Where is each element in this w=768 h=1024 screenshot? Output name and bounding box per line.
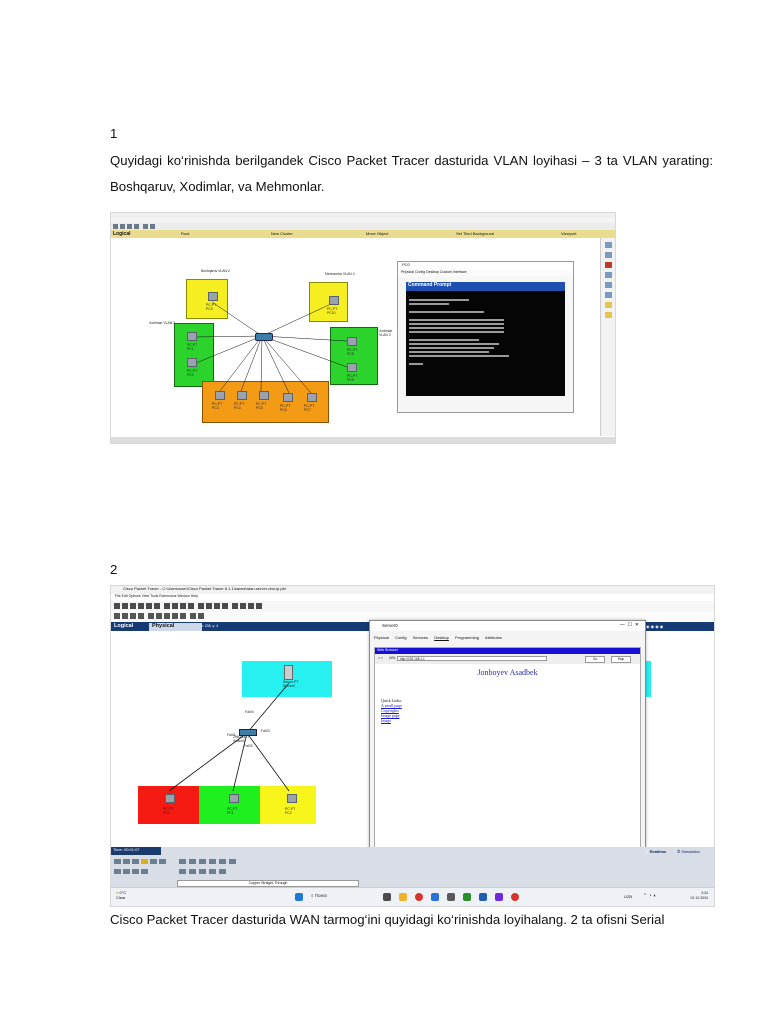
tab-programming[interactable]: Programming [455,635,480,640]
inspect-icon[interactable] [122,613,128,619]
stop-button[interactable]: Stop [611,656,631,663]
web-browser-title: Web Browser [375,648,640,654]
wan-screenshot [110,585,715,907]
pc6-icon[interactable] [283,393,293,402]
logical-canvas[interactable] [111,631,371,847]
save-icon[interactable] [130,603,136,609]
resize-icon[interactable] [138,613,144,619]
cable-type-label: Copper Straight-Through [177,880,359,887]
window-title: Cisco Packet Tracer - C:\Users\user\Cisco Packet Tracer 8.1.1\saves\wlan-server-dns-ip.pkt [111,586,714,594]
section-1-text: Quyidagi ko‘rinishda berilgandek Cisco Packet Tracer dasturida VLAN loyihasi – 3 ta VLAN yarating: Boshqaruv, Xodimlar, va Mehmonlar. [110,153,713,194]
delete-icon[interactable] [130,613,136,619]
viewport-label[interactable]: Viewport [561,231,577,236]
security-category-icon[interactable] [114,869,121,874]
command-prompt-output[interactable] [406,291,565,396]
new-cluster-label[interactable]: New Cluster [271,231,293,236]
pc0-label: PC-PT PC0 [163,807,174,815]
device-4-icon[interactable] [209,859,216,864]
tab-logical[interactable]: Logical [114,623,134,629]
switch-label: 2960-24TT Switch0 [233,735,250,743]
pc2-label: PC-PT PC2 [187,369,198,377]
pc0-window-tabs[interactable]: Physical Config Desktop Custom Interface [398,270,573,277]
boshqaruv-zone-label: Boshqaruv VLAN 2 [201,269,230,273]
pc8-icon[interactable] [347,337,357,346]
pc9-icon[interactable] [347,363,357,372]
device-2-icon[interactable] [189,859,196,864]
pc9-label: PC-PT PC9 [347,374,358,382]
switch-icon[interactable] [255,333,273,341]
python-icon[interactable] [248,603,254,609]
pc1-label: PC-PT PC1 [227,807,238,815]
line-icon[interactable] [156,613,162,619]
realtime-button[interactable]: ◷ Realtime [645,849,667,854]
windows-taskbar [111,887,714,907]
device-10-icon[interactable] [209,869,216,874]
weather-widget[interactable] [116,890,126,900]
move-object-label[interactable]: Move Object [366,231,389,236]
server0-window-title: Server0 [370,621,645,631]
wan-category-icon[interactable] [123,869,130,874]
app-icon-2[interactable] [463,893,471,901]
end-device-category-icon[interactable] [150,859,157,864]
windows-start-icon[interactable] [295,893,303,901]
port-fa01: Fa0/1 [227,733,236,737]
canvas-right-area [644,631,714,847]
task-view-icon[interactable] [383,893,391,901]
pc1-icon[interactable] [229,794,239,803]
server-tabs[interactable] [374,635,507,640]
sun-icon: ● [116,890,119,895]
rectangle-icon[interactable] [164,613,170,619]
resize-tool-icon[interactable] [605,272,612,278]
port-fa03: Fa0/3 [261,729,270,733]
delete-tool-icon[interactable] [605,262,612,268]
complex-pdu-icon[interactable] [605,312,612,318]
url-input[interactable]: http://192.168.1.1 [397,656,547,661]
app-icon-5[interactable] [511,893,519,901]
port-fa04: Fa0/4 [245,710,254,714]
pc2-label: PC-PT PC2 [285,807,296,815]
note-tool-icon[interactable] [605,282,612,288]
paste-icon[interactable] [172,603,178,609]
quick-links [381,698,402,723]
app-icon-4[interactable] [495,893,503,901]
root-label[interactable]: Root [181,231,190,236]
redo-icon[interactable] [188,603,194,609]
port-fa02: Fa0/2 [244,744,253,748]
page-heading: Jonboyev Asadbek [477,668,538,677]
custom-category-icon[interactable] [132,869,139,874]
pc1-label: PC-PT PC1 [187,343,198,351]
undo-icon[interactable] [180,603,186,609]
weather-desc: Clear [116,895,126,900]
server-icon[interactable] [284,665,293,680]
multiuser-category-icon[interactable] [141,869,148,874]
complex-pdu-icon[interactable] [198,613,204,619]
cloud-category-icon[interactable] [159,859,166,864]
device-8-icon[interactable] [189,869,196,874]
web-browser [374,647,641,867]
pc5-label: PC-PT PC5 [256,402,267,410]
print-icon[interactable] [138,603,144,609]
device-7-icon[interactable] [179,869,186,874]
pc2-icon[interactable] [187,358,197,367]
palette-icon[interactable] [222,603,228,609]
pc5-icon[interactable] [259,391,269,400]
draw-tool-icon[interactable] [605,292,612,298]
coordinates-readout: x: 238, y: 4 [201,624,219,628]
status-bar [111,437,615,443]
router-category-icon[interactable] [114,859,121,864]
zoom-in-icon[interactable] [198,603,204,609]
pc3-label: PC-PT PC3 [212,402,223,410]
new-icon[interactable] [114,603,120,609]
quick-links-title: Quick Links: [381,698,402,703]
url-label: URL [389,656,396,660]
pdu-tool-icon[interactable] [605,302,612,308]
switch-category-icon[interactable] [123,859,130,864]
device-3-icon[interactable] [199,859,206,864]
pc4-label: PC-PT PC4 [234,402,245,410]
tab-services[interactable]: Services [412,635,429,640]
back-forward-icon[interactable]: < > [378,656,383,660]
hub-category-icon[interactable] [132,859,139,864]
clock-date: 01.12.2024 [690,896,708,900]
section-number-2: 2 [110,562,118,577]
pc10-icon[interactable] [329,296,339,305]
section-2-text: Cisco Packet Tracer dasturida WAN tarmog‘ini quyidagi ko‘rinishda loyihalang. 2 ta ofisni Serial [110,912,665,927]
pc0-icon[interactable] [208,292,218,301]
weather-temp: 0°C [119,890,127,895]
logical-mode-label[interactable]: Logical [113,231,131,237]
pc0-window[interactable] [397,261,574,413]
simulation-button[interactable]: ⏱ Simulation [677,849,700,854]
folder-icon[interactable] [256,603,262,609]
command-prompt-header: Command Prompt [406,282,565,291]
chrome-icon[interactable] [415,893,423,901]
open-icon[interactable] [122,603,128,609]
edge-icon[interactable] [431,893,439,901]
select-tool-icon[interactable] [605,242,612,248]
mehmonlar-zone-label: Mehmonlar VLAN 4 [325,272,355,276]
server-label: Server-PT Server0 [283,680,299,688]
search-tool-icon[interactable] [605,252,612,258]
tab-config[interactable]: Config [395,635,407,640]
right-controls[interactable]: ◉ ◉ ◉ ◉ [646,624,664,629]
vlan-screenshot [110,212,616,444]
device-1-icon[interactable] [179,859,186,864]
tab-desktop[interactable]: Desktop [434,635,449,640]
wizard-icon[interactable] [146,603,152,609]
pc4-icon[interactable] [237,391,247,400]
xodimlar-zone-label-right: Xodimlar VLAN 3 [379,329,393,337]
device-panel [111,847,714,887]
pc7-icon[interactable] [307,393,317,402]
note-icon[interactable] [148,613,154,619]
section-number-1: 1 [110,126,118,141]
taskbar-clock[interactable] [690,891,708,901]
pc0-window-title: PC0 [398,262,573,270]
link-small-page[interactable]: A small page [381,703,402,708]
tab-attributes[interactable]: Attributes [484,635,502,640]
time-readout: Time: 00:01:07 [111,847,161,855]
select-icon[interactable] [114,613,120,619]
device-11-icon[interactable] [219,869,226,874]
device-5-icon[interactable] [219,859,226,864]
pc7-label: PC-PT PC7 [304,404,315,412]
taskbar-search[interactable]: ⌕ Поиск [311,893,328,898]
tab-physical[interactable]: Physical [374,635,389,640]
pc0-icon[interactable] [165,794,175,803]
menu-bar[interactable]: File Edit Options View Tools Extensions Window Help [115,594,198,598]
xodimlar-zone-label-left: Xodimlar VLAN 3 [149,321,176,325]
link-image-page[interactable]: Image page [381,713,400,718]
tiled-bg-label[interactable]: Set Tiled Background [456,231,495,236]
pc10-label: PC-PT PC10 [327,307,338,315]
file-explorer-icon[interactable] [399,893,407,901]
pc0-label: PC-PT PC0 [206,303,217,311]
pc1-icon[interactable] [187,332,197,341]
tab-physical[interactable]: Physical [149,623,202,632]
right-tool-panel [600,238,615,436]
link-copyrights[interactable]: Copyrights [381,708,399,713]
freeform-icon[interactable] [180,613,186,619]
pc6-label: PC-PT PC6 [280,404,291,412]
link-image[interactable]: Image [381,718,391,723]
network-volume-icons[interactable]: ⌃ ◔ ◖ [643,893,657,899]
app-icon-3[interactable] [479,893,487,901]
pc8-label: PC-PT PC8 [347,348,358,356]
pc3-icon[interactable] [215,391,225,400]
connections-category-icon[interactable] [141,859,148,864]
ellipse-icon[interactable] [172,613,178,619]
url-bar [375,654,640,664]
zoom-out-icon[interactable] [214,603,220,609]
device-6-icon[interactable] [229,859,236,864]
custom-device-icon[interactable] [232,603,238,609]
clock-time: 3:24 [701,891,708,895]
window-controls[interactable]: — ☐ ✕ [619,622,639,628]
copy-icon[interactable] [164,603,170,609]
app-icon-1[interactable] [447,893,455,901]
pdu-icon[interactable] [190,613,196,619]
zoom-reset-icon[interactable] [206,603,212,609]
go-button[interactable]: Go [585,656,605,663]
main-toolbar [111,601,714,611]
pc2-icon[interactable] [287,794,297,803]
language-indicator[interactable]: UZB [624,894,632,899]
device-9-icon[interactable] [199,869,206,874]
viewport-icon[interactable] [240,603,246,609]
network-icon[interactable] [154,603,160,609]
